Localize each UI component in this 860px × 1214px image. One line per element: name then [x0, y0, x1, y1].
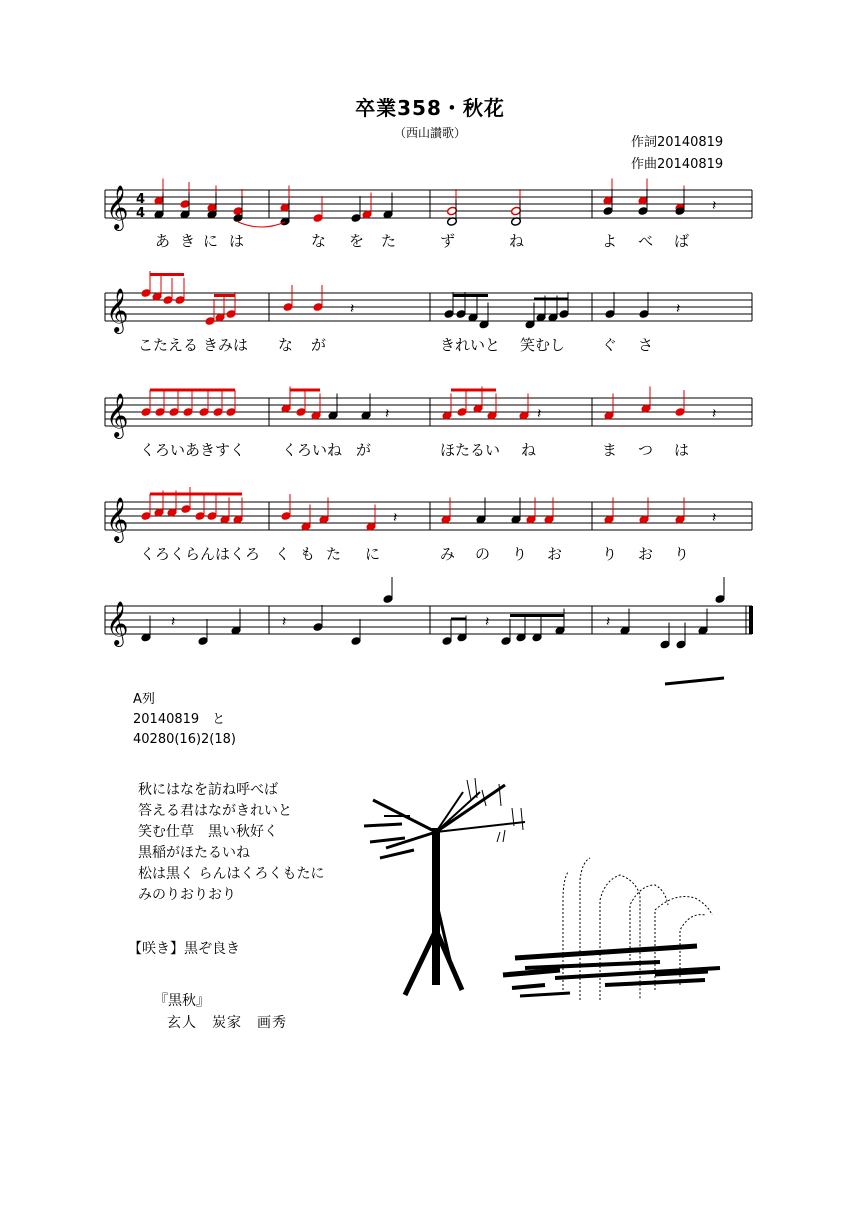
- lyric: くろいあきすく: [140, 441, 246, 459]
- poem-line: 松は黒く らんはくろくもたに: [138, 866, 325, 882]
- rest: 𝄽: [606, 614, 611, 630]
- lyric: が: [311, 336, 327, 354]
- lyric: ね: [521, 441, 537, 459]
- rest: 𝄽: [393, 510, 398, 526]
- beam: [665, 678, 724, 684]
- time-signature-bottom: 4: [136, 206, 146, 221]
- lyric: ば: [674, 232, 690, 250]
- lyric: さ: [638, 336, 654, 354]
- composer-credit: 作曲20140819: [631, 157, 724, 172]
- rest: 𝄽: [171, 614, 176, 630]
- bloom-note: 【咲き】黒ぞ良き: [128, 941, 240, 957]
- poem-line: 笑む仕草 黒い秋好く: [138, 824, 278, 840]
- tree-drawing: [364, 778, 525, 995]
- poem-line: みのりおりおり: [138, 887, 236, 903]
- rest: 𝄽: [537, 406, 542, 422]
- author-name: 玄人 炭家 画秀: [167, 1015, 287, 1031]
- lyric: ほたるい: [440, 441, 501, 459]
- lyric: り: [512, 545, 528, 563]
- treble-clef: 𝄞: [106, 393, 129, 437]
- info-line-3: 40280(16)2(18): [133, 732, 236, 747]
- rest: 𝄽: [712, 510, 717, 526]
- poem-line: 答える君はながきれいと: [138, 803, 292, 819]
- lyric: お: [547, 545, 563, 563]
- lyric: く: [275, 545, 291, 563]
- rest: 𝄽: [712, 198, 717, 214]
- lyric: の: [475, 545, 491, 563]
- rest: 𝄽: [282, 614, 287, 630]
- lyric: くろいね: [282, 441, 343, 459]
- lyric: くろくらんはくろ: [140, 545, 261, 563]
- treble-clef: 𝄞: [106, 288, 129, 332]
- treble-clef: 𝄞: [106, 185, 129, 229]
- time-signature-top: 4: [136, 192, 146, 207]
- lyric: は: [229, 232, 245, 250]
- rice-field-drawing: [503, 858, 720, 1000]
- lyric: も: [300, 545, 316, 563]
- slur: [238, 222, 285, 227]
- lyric: きみは: [203, 336, 249, 354]
- lyric: を: [349, 232, 365, 250]
- lyric: あ: [155, 232, 171, 250]
- lyric: に: [203, 232, 219, 250]
- treble-clef: 𝄞: [106, 601, 129, 645]
- lyric: た: [326, 545, 342, 563]
- lyric: ぐ: [602, 336, 618, 354]
- rest: 𝄽: [485, 614, 490, 630]
- lyric: に: [365, 545, 381, 563]
- lyrics-row-2: [0, 335, 860, 355]
- rest: 𝄽: [385, 406, 390, 422]
- lyric: は: [674, 441, 690, 459]
- subtitle: （西山讃歌）: [393, 126, 466, 140]
- rest: 𝄽: [712, 406, 717, 422]
- lyrics-row-3: [0, 440, 860, 460]
- lyric: な: [311, 232, 327, 250]
- art-title: 『黒秋』: [154, 993, 210, 1009]
- lyric: り: [674, 545, 690, 563]
- info-line-1: A列: [133, 692, 155, 707]
- treble-clef: 𝄞: [106, 497, 129, 541]
- lyric: こたえる: [138, 336, 199, 354]
- lyric: お: [638, 545, 654, 563]
- lyric: ず: [440, 232, 456, 250]
- lyrics-row-1: [0, 231, 860, 251]
- page-title: 卒業358・秋花: [355, 96, 505, 120]
- lyric: り: [602, 545, 618, 563]
- final-barline-thick: [749, 606, 753, 634]
- rest: 𝄽: [350, 301, 355, 317]
- rest: 𝄽: [676, 301, 681, 317]
- lyric: きれいと: [440, 336, 501, 354]
- poem: [138, 780, 324, 906]
- lyric: つ: [638, 441, 654, 459]
- info-line-2: 20140819 と: [133, 712, 226, 727]
- lyric: た: [381, 232, 397, 250]
- lyric: よ: [602, 232, 618, 250]
- lyric: ね: [509, 232, 525, 250]
- lyric: べ: [638, 232, 654, 250]
- lyric: ま: [602, 441, 618, 459]
- lyrics-row-4: [0, 544, 860, 564]
- lyricist-credit: 作詞20140819: [631, 135, 724, 150]
- lyric: が: [356, 441, 372, 459]
- lyric: み: [440, 545, 456, 563]
- lyric: き: [180, 232, 196, 250]
- lyric: 笑むし: [520, 336, 566, 354]
- poem-line: 黒稲がほたるいね: [138, 845, 250, 861]
- poem-line: 秋にはなを訪ね呼べば: [138, 782, 278, 798]
- lyric: な: [278, 336, 294, 354]
